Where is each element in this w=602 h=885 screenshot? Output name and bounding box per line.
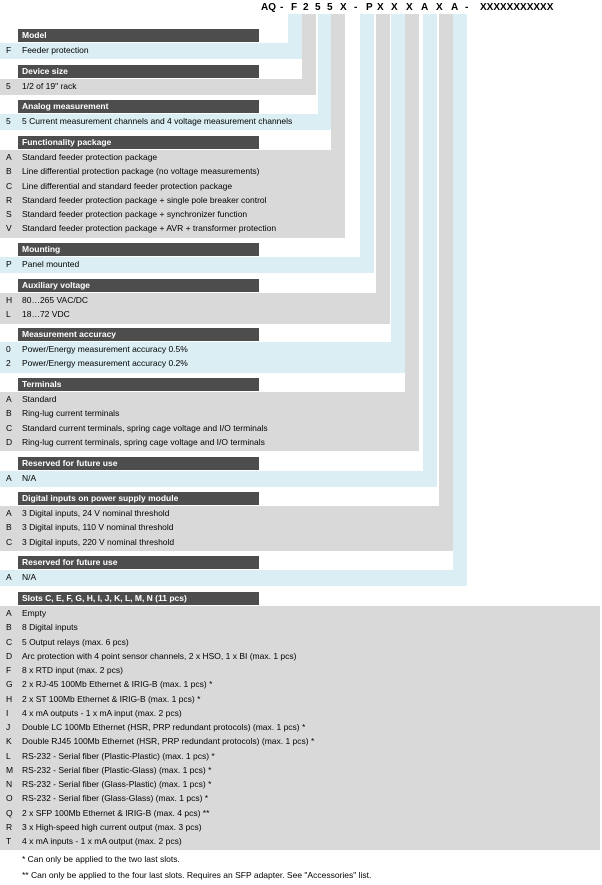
- option-code: D: [6, 436, 13, 447]
- code-char: F: [291, 2, 298, 13]
- option-row: [0, 207, 339, 221]
- option-label: Standard feeder protection package + synchronizer function: [22, 209, 248, 219]
- section-header: Functionality package: [18, 136, 259, 149]
- option-code: L: [6, 750, 11, 761]
- option-label: 3 x High-speed high current output (max. 3 pcs): [22, 821, 202, 832]
- option-code: V: [6, 223, 12, 234]
- code-char: A: [421, 2, 429, 13]
- footnote: ** Can only be applied to the four last slots. Requires an SFP adapter. See "Accessories" list.: [22, 870, 372, 880]
- connector-line: [360, 14, 374, 273]
- section-header: Reserved for future use: [18, 556, 259, 569]
- option-row: [0, 635, 600, 649]
- option-code: C: [6, 180, 13, 191]
- option-code: K: [6, 736, 12, 747]
- option-row: [0, 749, 600, 763]
- option-label: 5 Output relays (max. 6 pcs): [22, 636, 129, 647]
- section-header: Auxiliary voltage: [18, 279, 259, 292]
- option-label: 4 x mA inputs - 1 x mA output (max. 2 pcs): [22, 836, 182, 846]
- option-row: [0, 820, 600, 834]
- option-code: O: [6, 793, 13, 804]
- option-code: L: [6, 309, 11, 320]
- code-char: X: [436, 2, 443, 13]
- code-char: X: [377, 2, 384, 13]
- option-label: Power/Energy measurement accuracy 0.2%: [22, 358, 188, 369]
- code-char: XXXXXXXXXXX: [480, 2, 554, 13]
- option-code: R: [6, 821, 13, 832]
- option-code: 5: [6, 116, 11, 126]
- option-label: Double RJ45 100Mb Ethernet (HSR, PRP redundant protocols) (max. 1 pcs) *: [22, 736, 315, 747]
- option-row: [0, 179, 339, 193]
- option-row: [0, 471, 431, 485]
- option-label: Arc protection with 4 point sensor channels, 2 x HSO, 1 x BI (max. 1 pcs): [22, 650, 297, 661]
- footnote: * Can only be applied to the two last slots.: [22, 854, 180, 864]
- option-code: C: [6, 636, 13, 647]
- section-header: Measurement accuracy: [18, 328, 259, 341]
- section-header: Model: [18, 29, 259, 42]
- option-label: 80…265 VAC/DC: [22, 295, 88, 305]
- option-label: Standard feeder protection package + AVR + transformer protection: [22, 223, 277, 234]
- option-row: [0, 293, 384, 307]
- option-row: [0, 164, 339, 178]
- option-row: [0, 342, 399, 356]
- option-code: 0: [6, 344, 11, 354]
- option-code: D: [6, 650, 13, 661]
- option-code: M: [6, 764, 14, 775]
- code-char: X: [391, 2, 398, 13]
- option-code: A: [6, 608, 12, 618]
- section-header: Terminals: [18, 378, 259, 391]
- option-row: [0, 777, 600, 791]
- option-label: 2 x RJ-45 100Mb Ethernet & IRIG-B (max. 1 pcs) *: [22, 679, 213, 690]
- option-row: [0, 356, 399, 370]
- option-row: [0, 506, 447, 520]
- connector-line: [376, 14, 390, 324]
- option-label: Standard: [22, 394, 57, 404]
- connector-line: [405, 14, 419, 451]
- option-code: B: [6, 166, 12, 177]
- option-label: RS-232 - Serial fiber (Glass-Plastic) (max. 1 pcs) *: [22, 779, 212, 789]
- code-char: -: [465, 2, 469, 13]
- option-label: Standard current terminals, spring cage voltage and I/O terminals: [22, 422, 268, 433]
- option-row: [0, 535, 447, 549]
- option-row: [0, 307, 384, 321]
- option-code: F: [6, 45, 12, 55]
- option-row: [0, 649, 600, 663]
- option-row: [0, 620, 600, 634]
- section-header: Digital inputs on power supply module: [18, 492, 259, 505]
- option-label: Line differential and standard feeder protection package: [22, 180, 233, 191]
- option-code: C: [6, 422, 13, 433]
- option-label: Standard feeder protection package + single pole breaker control: [22, 194, 267, 205]
- option-row: [0, 734, 600, 748]
- option-code: N: [6, 779, 13, 789]
- option-row: [0, 221, 339, 235]
- option-row: [0, 150, 339, 164]
- option-code: B: [6, 522, 12, 533]
- option-code: H: [6, 295, 13, 305]
- option-row: [0, 406, 413, 420]
- section-header: Slots C, E, F, G, H, I, J, K, L, M, N (11 pcs): [18, 592, 259, 605]
- option-code: I: [6, 707, 9, 718]
- option-row: [0, 520, 447, 534]
- option-code: A: [6, 508, 12, 518]
- option-row: [0, 834, 600, 848]
- code-char: AQ: [261, 2, 276, 13]
- option-label: Feeder protection: [22, 45, 89, 55]
- section-header: Reserved for future use: [18, 457, 259, 470]
- option-label: Double LC 100Mb Ethernet (HSR, PRP redundant protocols) (max. 1 pcs) *: [22, 722, 306, 732]
- option-label: 3 Digital inputs, 110 V nominal threshold: [22, 522, 174, 533]
- option-row: [0, 435, 413, 449]
- option-row: [0, 43, 296, 57]
- option-label: 1/2 of 19" rack: [22, 81, 77, 91]
- section-header: Mounting: [18, 243, 259, 256]
- section-header: Device size: [18, 65, 259, 78]
- option-code: H: [6, 693, 13, 704]
- option-code: S: [6, 209, 12, 219]
- connector-line: [423, 14, 437, 487]
- option-code: P: [6, 259, 12, 269]
- option-label: 3 Digital inputs, 24 V nominal threshold: [22, 508, 170, 518]
- option-label: Empty: [22, 608, 47, 618]
- option-label: Ring-lug current terminals, spring cage voltage and I/O terminals: [22, 436, 265, 447]
- connector-line: [391, 14, 405, 373]
- option-row: [0, 706, 600, 720]
- option-code: A: [6, 572, 12, 582]
- option-label: Power/Energy measurement accuracy 0.5%: [22, 344, 188, 354]
- option-label: RS-232 - Serial fiber (Plastic-Glass) (max. 1 pcs) *: [22, 764, 212, 775]
- connector-line: [318, 14, 332, 130]
- option-label: N/A: [22, 572, 37, 582]
- option-label: Standard feeder protection package: [22, 152, 158, 162]
- code-char: X: [340, 2, 347, 13]
- option-row: [0, 692, 600, 706]
- option-label: 5 Current measurement channels and 4 voltage measurement channels: [22, 116, 293, 126]
- option-row: [0, 392, 413, 406]
- option-code: A: [6, 473, 12, 483]
- option-code: 5: [6, 81, 11, 91]
- option-label: 8 Digital inputs: [22, 622, 78, 633]
- code-char: -: [354, 2, 358, 13]
- option-row: [0, 257, 368, 271]
- code-char: -: [280, 2, 284, 13]
- option-code: A: [6, 394, 12, 404]
- option-label: RS-232 - Serial fiber (Glass-Glass) (max. 1 pcs) *: [22, 793, 209, 804]
- option-code: B: [6, 622, 12, 633]
- option-code: Q: [6, 807, 13, 818]
- option-label: Ring-lug current terminals: [22, 408, 120, 419]
- option-row: [0, 677, 600, 691]
- option-row: [0, 421, 413, 435]
- option-code: T: [6, 836, 12, 846]
- option-label: 8 x RTD input (max. 2 pcs): [22, 665, 123, 675]
- section-header: Analog measurement: [18, 100, 259, 113]
- connector-line: [453, 14, 467, 586]
- code-char: 5: [327, 2, 333, 13]
- connector-line: [439, 14, 453, 551]
- code-char: 2: [303, 2, 309, 13]
- option-row: [0, 114, 326, 128]
- option-code: J: [6, 722, 11, 732]
- option-code: F: [6, 665, 12, 675]
- option-row: [0, 663, 600, 677]
- option-label: Line differential protection package (no voltage measurements): [22, 166, 260, 177]
- option-row: [0, 606, 600, 620]
- option-code: G: [6, 679, 13, 690]
- option-label: 3 Digital inputs, 220 V nominal threshold: [22, 536, 175, 547]
- code-char: 5: [315, 2, 321, 13]
- option-row: [0, 791, 600, 805]
- option-row: [0, 570, 461, 584]
- option-label: 18…72 VDC: [22, 309, 70, 320]
- option-label: 2 x SFP 100Mb Ethernet & IRIG-B (max. 4 pcs) **: [22, 807, 210, 818]
- option-code: C: [6, 536, 13, 547]
- option-code: A: [6, 152, 12, 162]
- option-label: RS-232 - Serial fiber (Plastic-Plastic) (max. 1 pcs) *: [22, 750, 215, 761]
- option-label: Panel mounted: [22, 259, 80, 269]
- option-row: [0, 763, 600, 777]
- option-label: 4 x mA outputs - 1 x mA input (max. 2 pcs): [22, 707, 182, 718]
- option-label: N/A: [22, 473, 37, 483]
- option-row: [0, 806, 600, 820]
- code-char: A: [451, 2, 459, 13]
- code-char: P: [366, 2, 373, 13]
- option-row: [0, 720, 600, 734]
- option-code: B: [6, 408, 12, 419]
- code-char: X: [406, 2, 413, 13]
- option-code: 2: [6, 358, 11, 369]
- option-row: [0, 79, 310, 93]
- option-code: R: [6, 194, 13, 205]
- option-label: 2 x ST 100Mb Ethernet & IRIG-B (max. 1 pcs) *: [22, 693, 201, 704]
- option-row: [0, 193, 339, 207]
